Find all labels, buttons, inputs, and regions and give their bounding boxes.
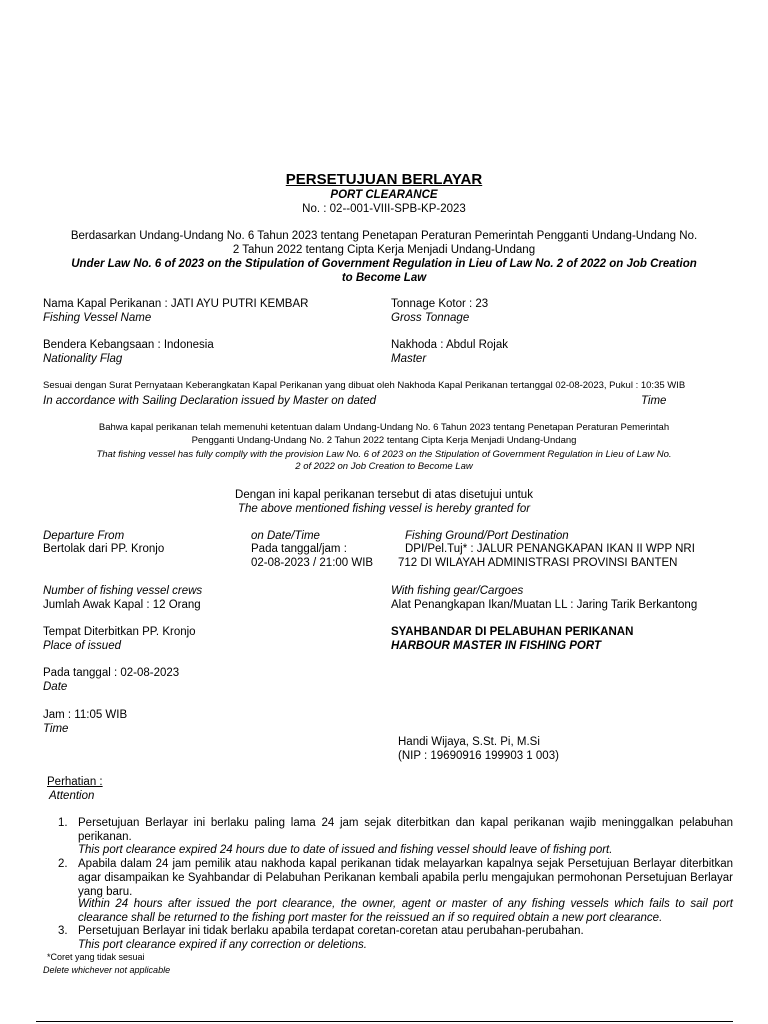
place-issued: Tempat Diterbitkan PP. Kronjo <box>43 626 196 638</box>
attention-label-en: Attention <box>49 790 95 802</box>
nationality-flag-en: Nationality Flag <box>43 353 123 365</box>
crew-count: Jumlah Awak Kapal : 12 Orang <box>43 599 201 611</box>
compliance-en-line1: That fishing vessel has fully complly with the provision Law No. 6 of 2023 on the Stipulation of Government Regulation in Lieu of Law No. <box>96 449 672 460</box>
issue-date-en: Date <box>43 681 68 693</box>
harbour-master-title: SYAHBANDAR DI PELABUHAN PERIKANAN <box>391 626 634 638</box>
crew-en: Number of fishing vessel crews <box>43 585 203 597</box>
attention-item-2-num: 2. <box>58 858 68 870</box>
attention-item-2-en: Within 24 hours after issued the port clearance, the owner, agent or master of any fishing vessels which fails to sail port clearance shall be returned to the fishing port master for the reissued an if so required obtain a new port clearance. <box>78 898 733 924</box>
nationality-flag: Bendera Kebangsaan : Indonesia <box>43 339 214 351</box>
legal-basis-en-line2: to Become Law <box>341 272 427 284</box>
compliance-id-line2: Pengganti Undang-Undang No. 2 Tahun 2022 tentang Cipta Kerja Menjadi Undang-Undang <box>191 435 577 446</box>
departure-date-label: Pada tanggal/jam : <box>251 543 347 555</box>
footnote-en: Delete whichever not applicable <box>43 965 171 975</box>
legal-basis-en-line1: Under Law No. 6 of 2023 on the Stipulation of Government Regulation in Lieu of Law No. 2 of 2022 on Job Creation <box>71 258 697 270</box>
issue-date: Pada tanggal : 02-08-2023 <box>43 667 180 679</box>
declaration-time-en: Time <box>641 395 667 407</box>
gear-en: With fishing gear/Cargoes <box>391 585 524 597</box>
destination-en: Fishing Ground/Port Destination <box>405 530 569 542</box>
departure-date-value: 02-08-2023 / 21:00 WIB <box>251 557 374 569</box>
attention-item-3: Persetujuan Berlayar ini tidak berlaku apabila terdapat coretan-coretan atau perubahan-perubahan. <box>78 925 584 937</box>
harbour-master-title-en: HARBOUR MASTER IN FISHING PORT <box>391 640 601 652</box>
issue-time-en: Time <box>43 723 69 735</box>
vessel-name: Nama Kapal Perikanan : JATI AYU PUTRI KEMBAR <box>43 298 309 310</box>
footnote-id: *Coret yang tidak sesuai <box>47 952 145 962</box>
attention-item-2: Apabila dalam 24 jam pemilik atau nakhoda kapal perikanan tidak melayarkan kapalnya sejak Persetujuan Berlayar diterbitkan agar disampaikan ke Syahbandar di Pelabuhan Perikanan kembali apabila perlu mengajukan permohonan Persetujuan Berlayar yang baru. <box>78 858 733 898</box>
signatory-name: Handi Wijaya, S.St. Pi, M.Si <box>398 736 540 748</box>
gross-tonnage: Tonnage Kotor : 23 <box>391 298 489 310</box>
granted-id: Dengan ini kapal perikanan tersebut di atas disetujui untuk <box>235 489 533 501</box>
master-name: Nakhoda : Abdul Rojak <box>391 339 508 351</box>
gross-tonnage-en: Gross Tonnage <box>391 312 470 324</box>
attention-item-1: Persetujuan Berlayar ini berlaku paling lama 24 jam sejak diterbitkan dan kapal perikanan wajib meninggalkan pelabuhan perikanan. <box>78 817 733 843</box>
document-number: No. : 02--001-VIII-SPB-KP-2023 <box>302 203 466 215</box>
attention-item-1-num: 1. <box>58 817 68 829</box>
document-title: PERSETUJUAN BERLAYAR <box>285 171 483 188</box>
attention-item-1-en: This port clearance expired 24 hours due to date of issued and fishing vessel should leave of fishing port. <box>78 844 613 856</box>
declaration-id: Sesuai dengan Surat Pernyataan Keberangkatan Kapal Perikanan yang dibuat oleh Nakhoda Kapal Perikanan tertanggal 02-08-2023, Pukul : 10:35 WIB <box>43 380 686 391</box>
bottom-divider <box>36 1021 733 1022</box>
legal-basis-id-line2: 2 Tahun 2022 tentang Cipta Kerja Menjadi Undang-Undang <box>232 244 536 256</box>
attention-label: Perhatian : <box>47 776 103 788</box>
vessel-name-en: Fishing Vessel Name <box>43 312 152 324</box>
attention-item-3-en: This port clearance expired if any correction or deletions. <box>78 939 367 951</box>
issue-time: Jam : 11:05 WIB <box>43 709 128 721</box>
compliance-id-line1: Bahwa kapal perikanan telah memenuhi ketentuan dalam Undang-Undang No. 6 Tahun 2023 tentang Penetapan Peraturan Pemerintah <box>98 422 670 433</box>
departure-date-en: on Date/Time <box>251 530 320 542</box>
document-subtitle: PORT CLEARANCE <box>330 189 438 201</box>
destination-line2: 712 DI WILAYAH ADMINISTRASI PROVINSI BANTEN <box>398 557 678 569</box>
place-issued-en: Place of issued <box>43 640 121 652</box>
fishing-gear: Alat Penangkapan Ikan/Muatan LL : Jaring Tarik Berkantong <box>391 599 698 611</box>
legal-basis-id-line1: Berdasarkan Undang-Undang No. 6 Tahun 2023 tentang Penetapan Peraturan Pemerintah Pengganti Undang-Undang No. <box>70 230 698 242</box>
destination-line1: DPI/Pel.Tuj* : JALUR PENANGKAPAN IKAN II WPP NRI <box>405 543 695 555</box>
granted-en: The above mentioned fishing vessel is hereby granted for <box>237 503 531 515</box>
attention-item-3-num: 3. <box>58 925 68 937</box>
compliance-en-line2: 2 of 2022 on Job Creation to Become Law <box>295 461 473 472</box>
departure-from: Bertolak dari PP. Kronjo <box>43 543 165 555</box>
signatory-nip: (NIP : 19690916 199903 1 003) <box>398 750 559 762</box>
declaration-en: In accordance with Sailing Declaration issued by Master on dated <box>43 395 377 407</box>
master-name-en: Master <box>391 353 427 365</box>
departure-from-en: Departure From <box>43 530 125 542</box>
